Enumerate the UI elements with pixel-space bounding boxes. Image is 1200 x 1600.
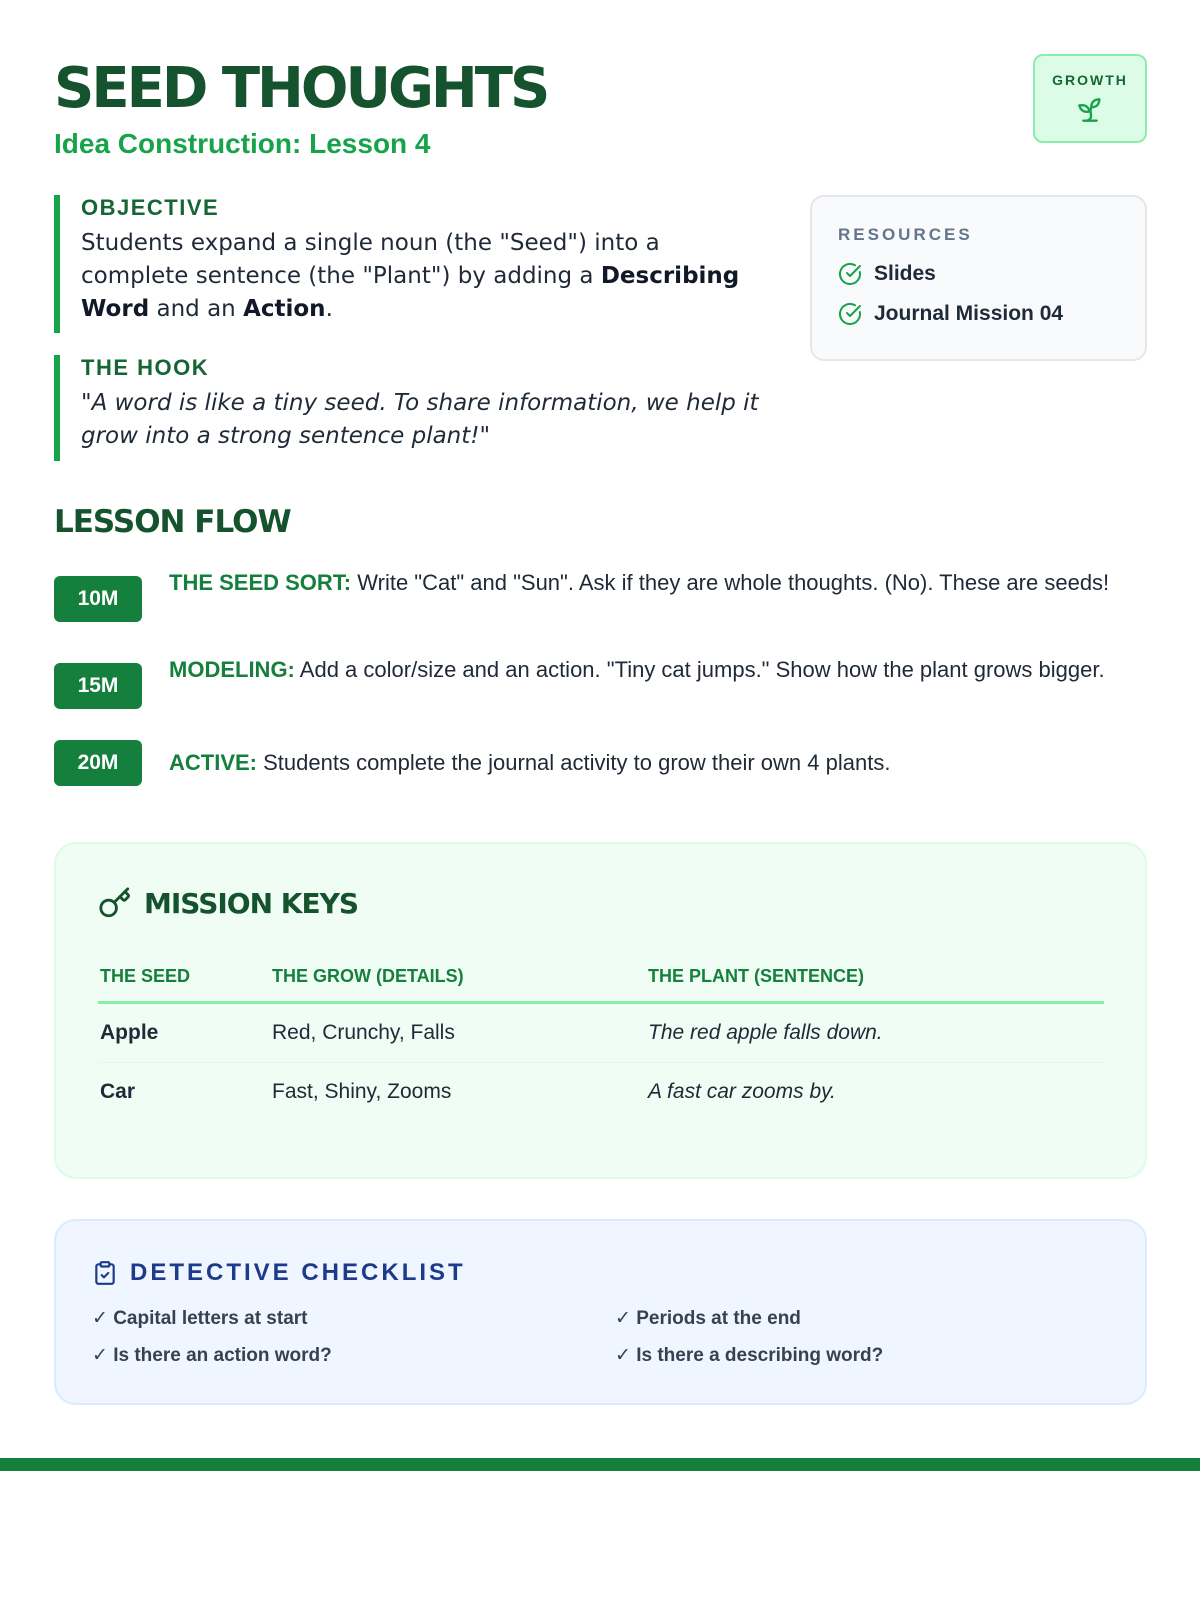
flow-step-text	[169, 653, 1105, 686]
objective-bold-describing: Describing Word	[81, 263, 740, 322]
table-row	[98, 1062, 1104, 1122]
mission-keys-heading: MISSION KEYS	[144, 886, 359, 920]
key-icon	[98, 886, 132, 920]
cell-grow: Red, Crunchy, Falls	[270, 1002, 646, 1062]
checklist-item: ✓ Is there a describing word?	[615, 1345, 884, 1366]
check-circle-icon	[838, 262, 862, 286]
detective-checklist-card	[54, 1219, 1147, 1405]
hook-block	[54, 355, 774, 461]
column-header-grow: THE GROW (DETAILS)	[270, 952, 646, 1002]
resource-label: Journal Mission 04	[874, 302, 1064, 325]
column-header-plant: THE PLANT (SENTENCE)	[646, 952, 1104, 1002]
objective-bold-action: Action	[243, 296, 326, 322]
objective-text-part: Students expand a single noun (the "Seed") into a complete sentence (the "Plant") by adding a	[81, 230, 660, 289]
flow-step-text	[169, 566, 1109, 599]
flow-step-name: THE SEED SORT:	[169, 570, 352, 595]
flow-time-badge: 15M	[54, 663, 142, 709]
cell-plant: The red apple falls down.	[646, 1002, 1104, 1062]
page-title: SEED THOUGHTS	[54, 56, 548, 121]
hook-quote: "A word is like a tiny seed. To share information, we help it grow into a strong sentence plant!"	[81, 390, 759, 449]
mission-keys-card	[54, 842, 1147, 1179]
cell-plant: A fast car zooms by.	[648, 1080, 836, 1104]
checklist-item: ✓ Periods at the end	[615, 1308, 801, 1329]
cell-seed: Car	[100, 1080, 136, 1104]
hook-heading: THE HOOK	[81, 355, 210, 380]
flow-step-desc: Write "Cat" and "Sun". Ask if they are whole thoughts. (No). These are seeds!	[351, 570, 1110, 595]
resource-label: Slides	[874, 262, 936, 285]
objective-text-part: and an	[149, 296, 244, 322]
checklist-heading: DETECTIVE CHECKLIST	[130, 1259, 466, 1286]
resources-card	[810, 195, 1147, 361]
growth-badge	[1033, 54, 1147, 143]
check-circle-icon	[838, 302, 862, 326]
table-header-row	[98, 952, 1104, 1002]
flow-step-desc: Add a color/size and an action. "Tiny cat jumps." Show how the plant grows bigger.	[294, 657, 1105, 682]
footer-bar	[0, 1458, 1200, 1471]
flow-step-desc: Students complete the journal activity to grow their own 4 plants.	[257, 750, 891, 775]
resource-item-journal[interactable]	[838, 301, 1145, 327]
table-row	[98, 1002, 1104, 1062]
objective-text-part: .	[325, 296, 333, 322]
objective-heading: OBJECTIVE	[81, 195, 220, 220]
mission-keys-table	[98, 952, 1104, 1122]
flow-step	[54, 566, 1154, 622]
flow-step-name: ACTIVE:	[169, 750, 257, 775]
resources-heading: RESOURCES	[838, 225, 973, 244]
checklist-item: ✓ Capital letters at start	[92, 1308, 308, 1329]
flow-time-badge: 10M	[54, 576, 142, 622]
sprout-icon	[1074, 94, 1106, 126]
checklist-item: ✓ Is there an action word?	[92, 1345, 332, 1366]
growth-badge-label: GROWTH	[1052, 72, 1128, 88]
flow-step-name: MODELING:	[169, 657, 295, 682]
column-header-seed: THE SEED	[98, 952, 270, 1002]
objective-block	[54, 195, 774, 333]
flow-time-badge: 20M	[54, 740, 142, 786]
resource-item-slides[interactable]	[838, 261, 1145, 287]
lesson-flow-heading: LESSON FLOW	[54, 504, 291, 540]
objective-text	[81, 227, 774, 326]
checklist-title	[92, 1259, 466, 1287]
cell-grow: Fast, Shiny, Zooms	[272, 1080, 452, 1104]
flow-step-text	[169, 746, 890, 779]
flow-step	[54, 730, 1154, 786]
clipboard-check-icon	[92, 1260, 118, 1286]
page-subtitle: Idea Construction: Lesson 4	[54, 128, 431, 159]
mission-keys-title	[98, 886, 358, 920]
flow-step	[54, 653, 1154, 709]
cell-seed: Apple	[98, 1002, 270, 1062]
